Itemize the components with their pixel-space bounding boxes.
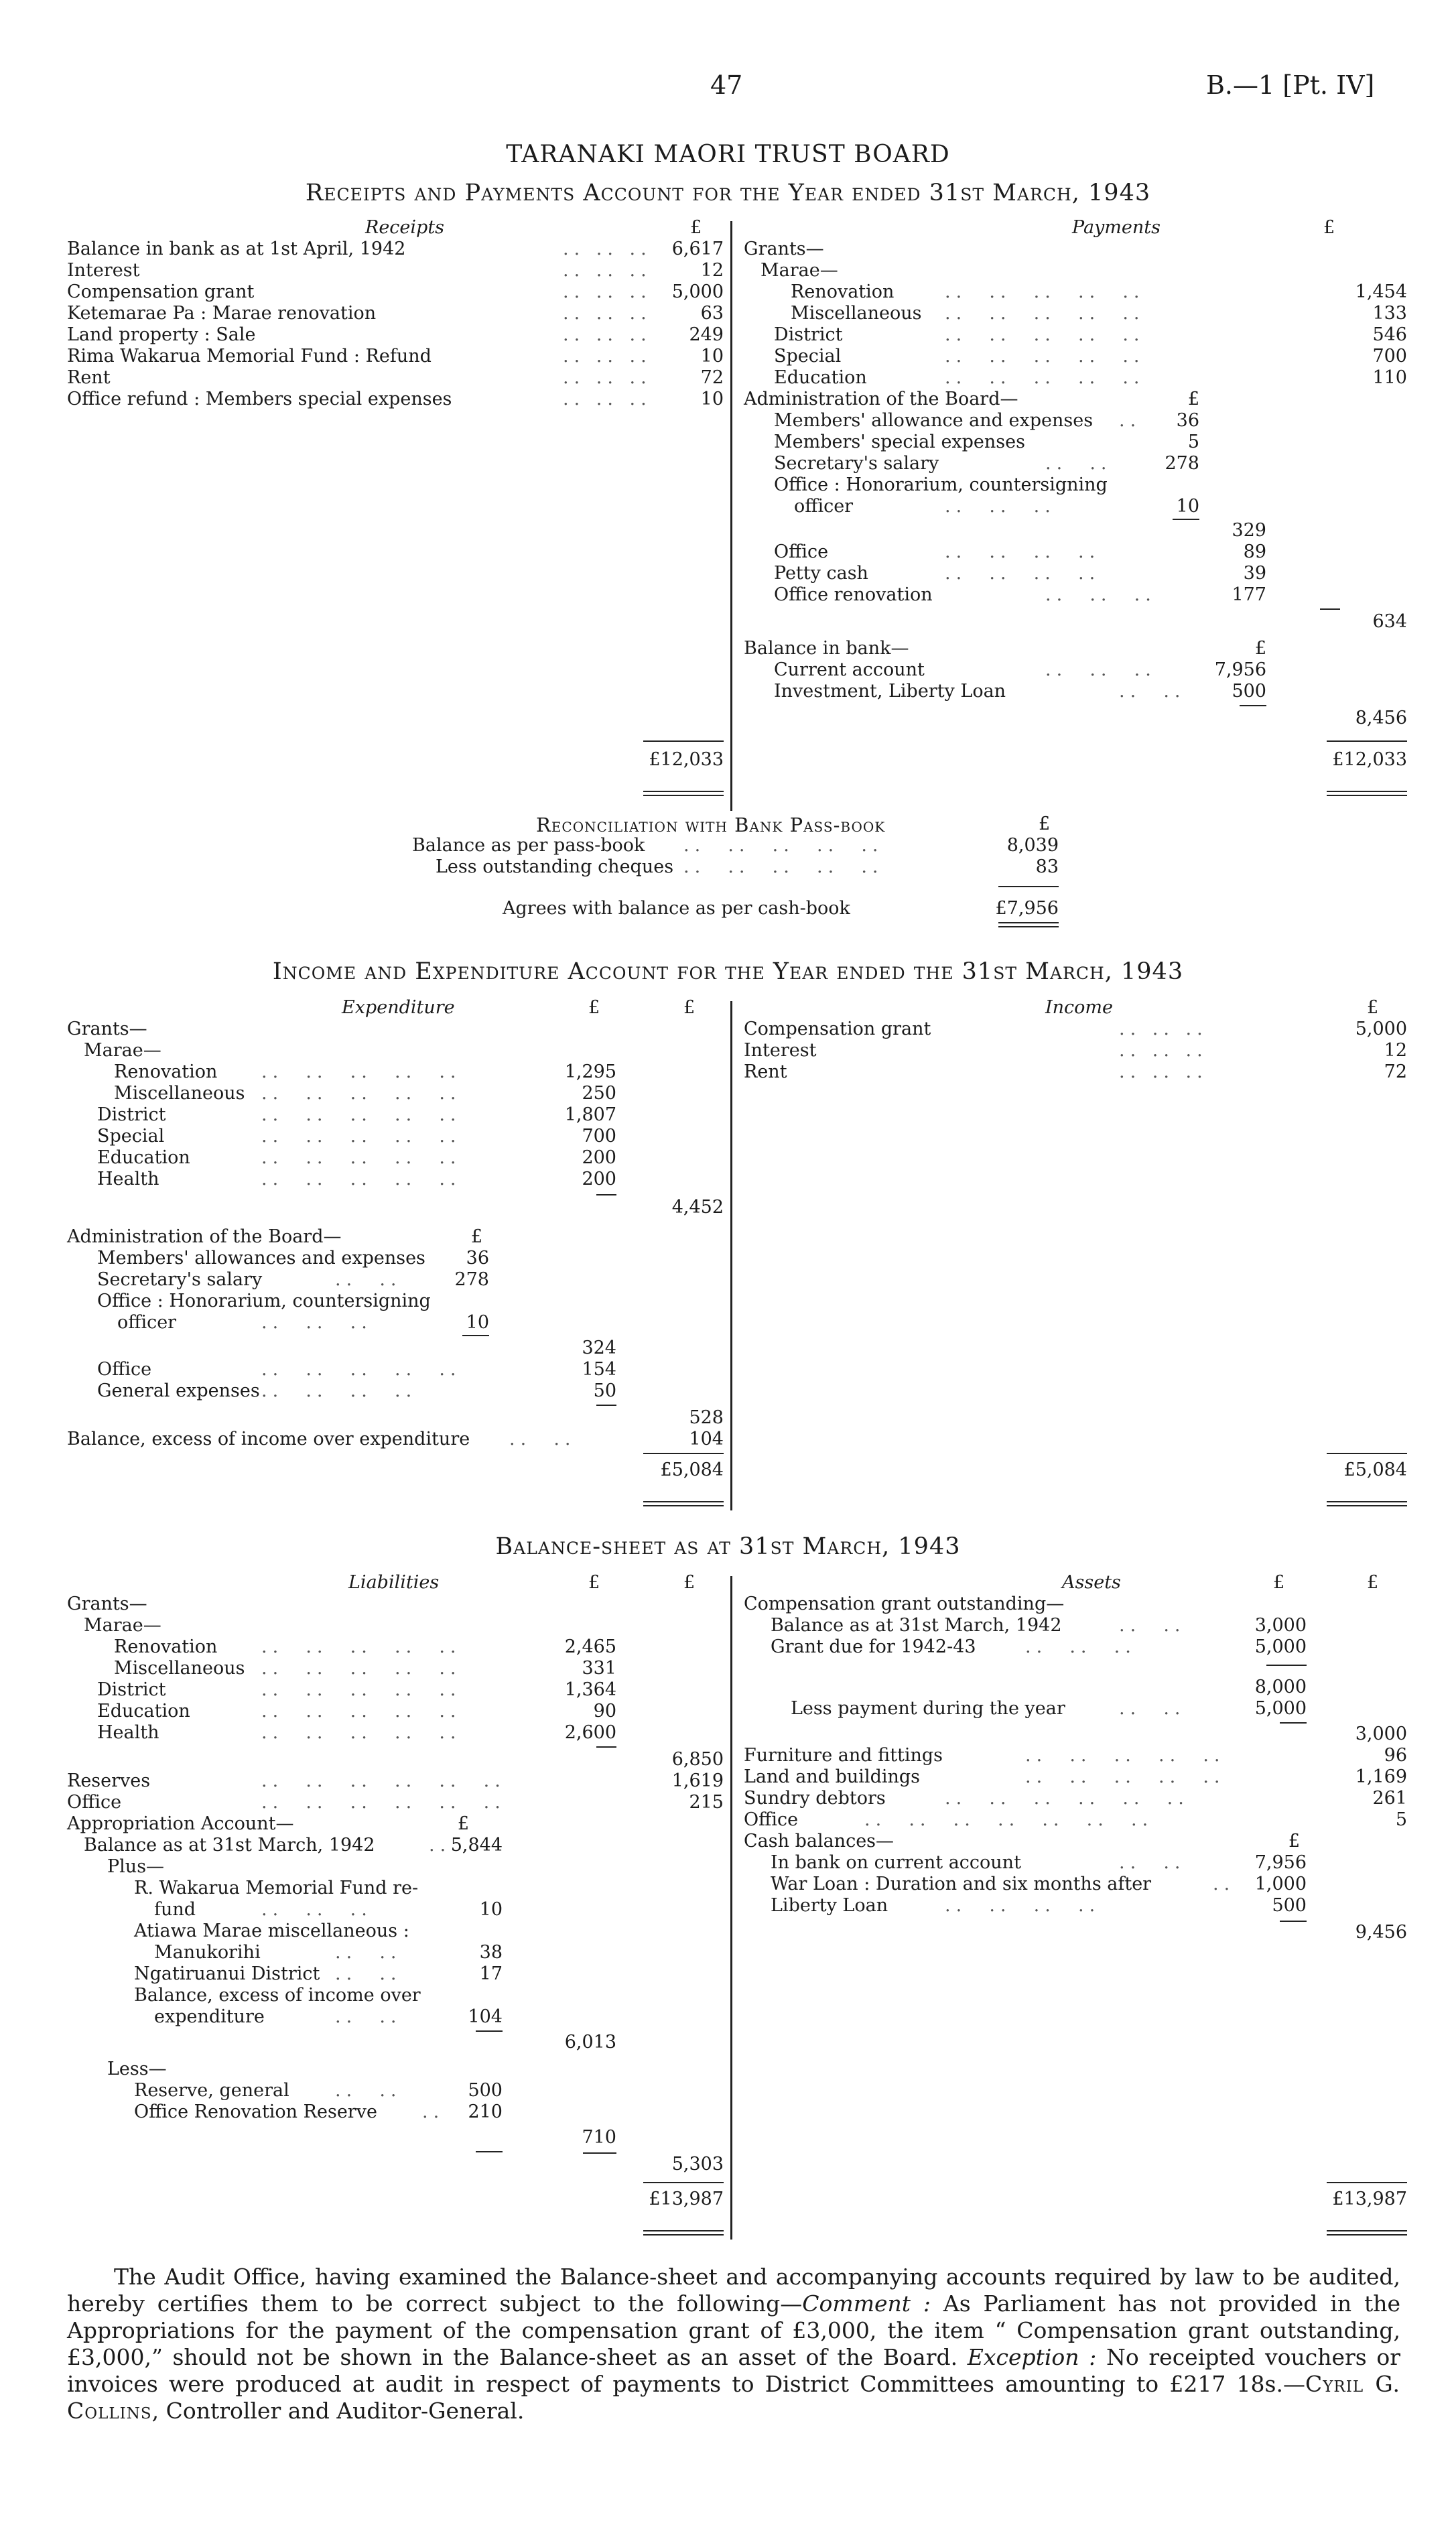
assets-label: Assets <box>1062 1572 1121 1593</box>
pay-grants: Grants— <box>744 239 824 259</box>
bs-atiawa-2: Manukorihi <box>154 1942 261 1963</box>
pay-officer-value: 10 <box>1176 496 1199 517</box>
rule <box>1327 1501 1407 1502</box>
bs-cash-pound: £ <box>1288 1831 1300 1852</box>
assets-pound-1: £ <box>1273 1572 1285 1593</box>
rule <box>1327 791 1407 792</box>
liab-pound-1: £ <box>588 1572 600 1593</box>
ie-general-value: 50 <box>593 1380 616 1401</box>
bs-plus-total: 6,013 <box>564 2032 616 2053</box>
receipt-value: 72 <box>700 367 724 388</box>
rule <box>1327 795 1407 796</box>
bs-comp-total: 3,000 <box>1355 1724 1407 1744</box>
pay-members-allow: Members' allowance and expenses <box>774 410 1094 431</box>
recon-agrees-value: £7,956 <box>995 898 1059 919</box>
ie-admin-subtotal: 324 <box>582 1338 616 1358</box>
rule <box>1327 740 1407 742</box>
receipts-total: £12,033 <box>649 749 724 770</box>
bs-atiawa-1: Atiawa Marae miscellaneous : <box>134 1921 409 1941</box>
pay-petty-value: 39 <box>1243 563 1266 584</box>
pay-renovation-value: 1,454 <box>1355 281 1407 302</box>
income-value: 12 <box>1384 1040 1407 1061</box>
rule <box>1327 2230 1407 2231</box>
pay-officer: officer <box>794 496 854 517</box>
bs-in-bank: In bank on current account <box>771 1852 1021 1873</box>
audit-text-4: , Controller and Auditor-General. <box>151 2398 525 2424</box>
ie-office-value: 154 <box>582 1359 616 1380</box>
bs-education-value: 90 <box>593 1701 616 1722</box>
ie-heading: Income and Expenditure Account for the Year ended the 31st March, 1943 <box>272 958 1184 985</box>
bs-education: Education <box>97 1701 190 1722</box>
ie-admin-total: 528 <box>689 1407 724 1428</box>
ie-balance-value: 104 <box>689 1429 724 1449</box>
rule <box>643 1505 724 1506</box>
ie-officer-value: 10 <box>466 1312 489 1333</box>
receipt-row: Land property : Sale .. .. .. 249 <box>67 324 724 345</box>
ie-special: Special <box>97 1126 165 1147</box>
bs-appropriation: Appropriation Account— <box>67 1813 294 1834</box>
rule <box>643 1453 724 1454</box>
ie-expenditure-total: £5,084 <box>660 1460 724 1480</box>
rule <box>596 1746 616 1748</box>
bs-rwm-value: 10 <box>479 1899 503 1920</box>
bs-bal-exc-1: Balance, excess of income over <box>134 1985 421 2006</box>
ie-secretary: Secretary's salary <box>97 1269 263 1290</box>
bs-office-asset: Office <box>744 1809 799 1830</box>
ie-balance: Balance, excess of income over expenditure <box>67 1429 470 1449</box>
rule <box>643 2234 724 2236</box>
rp-heading: Receipts and Payments Account for the Year ended 31st March, 1943 <box>305 180 1151 206</box>
receipt-label: Office refund : Members special expenses <box>67 389 452 409</box>
bs-renovation-value: 2,465 <box>564 1636 616 1657</box>
ie-health: Health <box>97 1169 159 1189</box>
receipt-value: 10 <box>700 389 724 409</box>
bs-district: District <box>97 1679 166 1700</box>
bs-grant-due-value: 5,000 <box>1254 1636 1307 1657</box>
pay-special: Special <box>774 346 842 367</box>
pay-district: District <box>774 324 843 345</box>
pay-investment-value: 500 <box>1232 681 1266 702</box>
auditor-name: Cyril G. Collins <box>67 2371 1401 2424</box>
bs-grant-due: Grant due for 1942-43 <box>771 1636 976 1657</box>
ie-marae: Marae— <box>84 1040 161 1061</box>
receipt-label: Interest <box>67 260 140 281</box>
recon-outstanding: Less outstanding cheques <box>436 856 674 877</box>
rule <box>1327 1505 1407 1506</box>
bs-less-total: 710 <box>582 2127 616 2148</box>
page-number: 47 <box>710 70 743 100</box>
pay-special-value: 700 <box>1372 346 1407 367</box>
ie-grants: Grants— <box>67 1019 147 1039</box>
pay-bank-pound: £ <box>1254 638 1266 659</box>
pay-education-value: 110 <box>1372 367 1407 388</box>
pay-members-special-value: 5 <box>1187 432 1199 452</box>
bs-atiawa-value: 38 <box>479 1942 503 1963</box>
bs-land: Land and buildings <box>744 1766 921 1787</box>
bs-balance-1942-value: 5,844 <box>450 1835 503 1856</box>
bs-appropriation-pound: £ <box>457 1813 469 1834</box>
ie-education: Education <box>97 1147 190 1168</box>
bs-in-bank-value: 7,956 <box>1254 1852 1307 1873</box>
ie-officer: officer <box>117 1312 177 1333</box>
liabilities-list: Grants— Marae— Renovation .. .. .. .. .. 2,465 Miscellaneous .. .. .. .. .. 331 District .. .. .. .. .. 1,364 Education .. .. .. .. .. 90 Health .. .. .. .. .. 2,600 6,850 Reserves .. .. .. .. .. .. 1,619 Office .. .. .. .. .. .. 215 Appropriation Account— £ Balance as at 31st March, 1942 .. 5,844 Plus— R. Wakarua Memorial Fund re- fund .. .. .. 10 Atiawa Marae miscellaneous : Manukorihi .. .. 38 Ngatiruanui District .. .. 17 Balance, excess of income over expenditure .. .. 104 6,013 Less— Reserve, general .. .. 500 Office Renovation Reserve .. 210 710 5,303 <box>67 1594 724 2175</box>
pay-balance-bank: Balance in bank— <box>744 638 909 659</box>
recon-pass-book-value: 8,039 <box>1006 835 1059 856</box>
bs-district-value: 1,364 <box>564 1679 616 1700</box>
receipts-label: Receipts <box>365 217 445 238</box>
payments-label: Payments <box>1072 217 1161 238</box>
bs-misc: Miscellaneous <box>114 1658 245 1679</box>
ie-misc-value: 250 <box>582 1083 616 1104</box>
receipt-row: Rent .. .. .. 72 <box>67 367 724 388</box>
bs-sum-value: 8,000 <box>1254 1677 1307 1697</box>
pay-office-value: 89 <box>1243 541 1266 562</box>
ie-education-value: 200 <box>582 1147 616 1168</box>
income-label: Income <box>1045 997 1114 1018</box>
payments-pound: £ <box>1323 217 1335 238</box>
receipt-row: Office refund : Members special expenses .. .. .. 10 <box>67 389 724 409</box>
bs-reserves-value: 1,619 <box>671 1770 724 1791</box>
ie-misc: Miscellaneous <box>114 1083 245 1104</box>
receipt-label: Ketemarae Pa : Marae renovation <box>67 303 377 324</box>
bs-liabilities-total: £13,987 <box>649 2189 724 2209</box>
bs-less-payment-value: 5,000 <box>1254 1698 1307 1719</box>
recon-agrees: Agrees with balance as per cash-book <box>503 898 850 919</box>
recon-outstanding-value: 83 <box>1035 856 1059 877</box>
pay-secretary-value: 278 <box>1165 453 1199 474</box>
receipt-label: Rent <box>67 367 111 388</box>
bs-sundry: Sundry debtors <box>744 1788 886 1809</box>
receipt-label: Land property : Sale <box>67 324 256 345</box>
bs-reserve-general: Reserve, general <box>134 2080 289 2101</box>
pay-current: Current account <box>774 659 925 680</box>
pay-district-value: 546 <box>1372 324 1407 345</box>
pay-office-honorarium: Office : Honorarium, countersigning <box>774 474 1108 495</box>
receipt-row: Balance in bank as at 1st April, 1942 .. .. .. 6,617 <box>67 239 724 259</box>
receipt-value: 249 <box>689 324 724 345</box>
assets-list: Compensation grant outstanding— Balance as at 31st March, 1942 .. .. 3,000 Grant due for 1942-43 .. .. .. 5,000 8,000 Less payment during the year .. .. 5,000 3,000 Furniture and fittings .. .. .. .. .. 96 Land and buildings .. .. .. .. .. 1,169 Sundry debtors .. .. .. .. .. .. 261 Office .. .. .. .. .. .. .. 5 Cash balances— £ In bank on current account .. .. 7,956 War Loan : Duration and six months after .. 1,000 Liberty Loan .. .. .. .. 500 9,456 <box>744 1594 1407 1943</box>
exp-pound-1: £ <box>588 997 600 1018</box>
bs-cash-total: 9,456 <box>1355 1922 1407 1943</box>
rule <box>643 791 724 792</box>
pay-admin-subtotal: 329 <box>1232 520 1266 541</box>
pay-education: Education <box>774 367 867 388</box>
rule <box>643 740 724 742</box>
expenditure-label: Expenditure <box>342 997 455 1018</box>
pay-admin-total: 634 <box>1372 611 1407 632</box>
rule <box>643 2230 724 2231</box>
ie-admin: Administration of the Board— <box>67 1226 342 1247</box>
rp-divider <box>730 221 732 811</box>
receipt-value: 5,000 <box>671 281 724 302</box>
bs-balance-1942: Balance as at 31st March, 1942 <box>84 1835 375 1856</box>
rule <box>643 2182 724 2183</box>
income-value: 72 <box>1384 1061 1407 1082</box>
rule <box>1327 1453 1407 1454</box>
rule <box>998 922 1059 923</box>
bs-rwm-1: R. Wakarua Memorial Fund re- <box>134 1878 419 1898</box>
bs-assets-total: £13,987 <box>1332 2189 1407 2209</box>
bs-comp-out: Compensation grant outstanding— <box>744 1594 1065 1614</box>
income-label: Interest <box>744 1040 817 1061</box>
bs-health: Health <box>97 1722 159 1743</box>
bs-misc-value: 331 <box>582 1658 616 1679</box>
pay-misc-value: 133 <box>1372 303 1407 324</box>
recon-pound: £ <box>1039 814 1051 834</box>
pay-office-reno-value: 177 <box>1232 584 1266 605</box>
pay-petty: Petty cash <box>774 563 868 584</box>
receipt-label: Compensation grant <box>67 281 255 302</box>
rule <box>1266 1665 1307 1666</box>
bs-war-loan-value: 1,000 <box>1254 1874 1307 1894</box>
bs-office-asset-value: 5 <box>1395 1809 1407 1830</box>
bs-renovation: Renovation <box>114 1636 218 1657</box>
assets-pound-2: £ <box>1367 1572 1379 1593</box>
audit-text-3: No receipted vouchers or invoices were produced at audit in respect of payments to District Committees amounting to £217 18s.— <box>67 2344 1401 2397</box>
bs-grants: Grants— <box>67 1594 147 1614</box>
recon-pass-book: Balance as per pass-book <box>412 835 645 856</box>
bs-marae: Marae— <box>84 1615 161 1636</box>
rule <box>998 926 1059 927</box>
pay-admin: Administration of the Board— <box>744 389 1018 409</box>
ie-renovation: Renovation <box>114 1061 218 1082</box>
bs-ngati-value: 17 <box>479 1963 503 1984</box>
bs-health-value: 2,600 <box>564 1722 616 1743</box>
pay-bank-total: 8,456 <box>1355 708 1407 728</box>
payments-list: Grants— Marae— Renovation .. .. .. .. .. 1,454 Miscellaneous .. .. .. .. .. 133 District .. .. .. .. .. 546 Special .. .. .. .. .. 700 Education .. .. .. .. .. 110 Administration of the Board— £ Members' allowance and expenses .. 36 Members' special expenses 5 Secretary's salary .. .. 278 Office : Honorarium, countersigning officer .. .. .. 10 329 Office .. .. .. .. 89 Petty cash .. .. .. .. 39 Office renovation .. .. .. 177 634 Balance in bank— £ Current account .. .. .. 7,956 Investment, Liberty Loan .. .. 500 8,456 <box>744 239 1407 728</box>
pay-members-special: Members' special expenses <box>774 432 1025 452</box>
rule <box>1327 2182 1407 2183</box>
rule <box>998 886 1059 887</box>
ie-members-value: 36 <box>466 1248 489 1269</box>
pay-current-value: 7,956 <box>1214 659 1266 680</box>
bs-sundry-value: 261 <box>1372 1788 1407 1809</box>
bs-land-value: 1,169 <box>1355 1766 1407 1787</box>
pay-admin-pound: £ <box>1187 389 1199 409</box>
income-list <box>744 1019 1407 1099</box>
ie-renovation-value: 1,295 <box>564 1061 616 1082</box>
rule <box>643 1501 724 1502</box>
income-label: Compensation grant <box>744 1019 931 1039</box>
bs-reserves: Reserves <box>67 1770 151 1791</box>
expenditure-list: Grants— Marae— Renovation .. .. .. .. .. 1,295 Miscellaneous .. .. .. .. .. 250 District .. .. .. .. .. 1,807 Special .. .. .. .. .. 700 Education .. .. .. .. .. 200 Health .. .. .. .. .. 200 4,452 Administration of the Board— £ Members' allowances and expenses 36 Secretary's salary .. .. 278 Office : Honorarium, countersigning officer .. .. .. 10 324 Office .. .. .. .. .. 154 General expenses .. .. .. .. 50 528 Balance, excess of income over expenditure .. .. 104 <box>67 1019 724 1449</box>
bs-less-payment: Less payment during the year <box>791 1698 1065 1719</box>
receipt-value: 63 <box>700 303 724 324</box>
exp-pound-2: £ <box>683 997 696 1018</box>
rule <box>1240 705 1266 706</box>
ie-general: General expenses <box>97 1380 260 1401</box>
rule <box>643 795 724 796</box>
bs-balance-a: Balance as at 31st March, 1942 <box>771 1615 1062 1636</box>
receipt-value: 10 <box>700 346 724 367</box>
bs-appropriation-total: 5,303 <box>671 2154 724 2175</box>
payments-total: £12,033 <box>1332 749 1407 770</box>
income-row: Compensation grant .. .. .. 5,000 <box>744 1019 1407 1039</box>
bs-heading: Balance-sheet as at 31st March, 1943 <box>495 1533 961 1560</box>
liabilities-label: Liabilities <box>348 1572 440 1593</box>
pay-marae: Marae— <box>760 260 838 281</box>
pay-members-allow-value: 36 <box>1176 410 1199 431</box>
recon-heading: Reconciliation with Bank Pass-book <box>536 814 886 836</box>
bs-divider <box>730 1576 732 2240</box>
income-label: Rent <box>744 1061 787 1082</box>
page-title: TARANAKI MAORI TRUST BOARD <box>506 141 950 168</box>
rule <box>1327 2234 1407 2236</box>
rule <box>596 1405 616 1406</box>
bs-war-loan: War Loan : Duration and six months after <box>771 1874 1152 1894</box>
receipt-label: Balance in bank as at 1st April, 1942 <box>67 239 406 259</box>
ie-divider <box>730 1001 732 1510</box>
bs-liberty: Liberty Loan <box>771 1895 888 1916</box>
bs-rwm-2: fund <box>154 1899 196 1920</box>
pay-investment: Investment, Liberty Loan <box>774 681 1006 702</box>
audit-text-1: The Audit Office, having examined the Balance-sheet and accompanying accounts required by law to be audited, hereby certifies them to be correct subject to the following— <box>67 2264 1400 2317</box>
document-reference: B.—1 [Pt. IV] <box>1206 70 1375 100</box>
pay-renovation: Renovation <box>791 281 895 302</box>
bs-ngati: Ngatiruanui District <box>134 1963 320 1984</box>
income-row: Interest .. .. .. 12 <box>744 1040 1407 1061</box>
pay-office-reno: Office renovation <box>774 584 933 605</box>
rule <box>476 2151 503 2152</box>
rule <box>1320 608 1340 610</box>
bs-plus: Plus— <box>107 1856 165 1877</box>
rule <box>596 1194 616 1195</box>
bs-office-value: 215 <box>689 1792 724 1813</box>
bs-bal-exc-2: expenditure <box>154 2006 265 2027</box>
bs-grants-total: 6,850 <box>671 1749 724 1770</box>
bs-furniture: Furniture and fittings <box>744 1745 943 1766</box>
ie-income-total: £5,084 <box>1343 1460 1407 1480</box>
receipt-label: Rima Wakarua Memorial Fund : Refund <box>67 346 432 367</box>
ie-office-honorarium: Office : Honorarium, countersigning <box>97 1291 431 1311</box>
bs-less: Less— <box>107 2059 167 2079</box>
ie-office: Office <box>97 1359 152 1380</box>
receipt-row: Ketemarae Pa : Marae renovation .. .. .. 63 <box>67 303 724 324</box>
income-value: 5,000 <box>1355 1019 1407 1039</box>
inc-pound: £ <box>1367 997 1379 1018</box>
receipt-row: Interest .. .. .. 12 <box>67 260 724 281</box>
receipts-pound: £ <box>690 217 702 238</box>
pay-misc: Miscellaneous <box>791 303 922 324</box>
ie-district-value: 1,807 <box>564 1104 616 1125</box>
receipt-row: Rima Wakarua Memorial Fund : Refund .. .. .. 10 <box>67 346 724 367</box>
ie-special-value: 700 <box>582 1126 616 1147</box>
ie-health-value: 200 <box>582 1169 616 1189</box>
bs-bal-exc-value: 104 <box>468 2006 503 2027</box>
receipts-list <box>67 239 730 440</box>
bs-office: Office <box>67 1792 122 1813</box>
receipt-row: Compensation grant .. .. .. 5,000 <box>67 281 724 302</box>
receipt-value: 12 <box>700 260 724 281</box>
liab-pound-2: £ <box>683 1572 696 1593</box>
bs-reserve-general-value: 500 <box>468 2080 503 2101</box>
bs-office-reno: Office Renovation Reserve <box>134 2101 377 2122</box>
ie-admin-pound: £ <box>470 1226 482 1247</box>
pay-office: Office <box>774 541 829 562</box>
bs-cash: Cash balances— <box>744 1831 895 1852</box>
ie-grants-total: 4,452 <box>671 1197 724 1218</box>
bs-balance-a-value: 3,000 <box>1254 1615 1307 1636</box>
rule <box>462 1335 489 1336</box>
pay-secretary: Secretary's salary <box>774 453 939 474</box>
ie-secretary-value: 278 <box>454 1269 489 1290</box>
audit-text-2: As Parliament has not provided in the Appropriations for the payment of the compensation grant of £3,000, the item “ Compensation grant outstanding, £3,000,” should not be shown in the Balance-sheet as an asset of the Board. <box>67 2290 1400 2370</box>
income-row: Rent .. .. .. 72 <box>744 1061 1407 1082</box>
ie-members: Members' allowances and expenses <box>97 1248 425 1269</box>
bs-office-reno-value: 210 <box>468 2101 503 2122</box>
ie-district: District <box>97 1104 166 1125</box>
comment-label: Comment : <box>802 2290 931 2317</box>
receipt-value: 6,617 <box>671 239 724 259</box>
audit-certificate <box>67 2264 1400 2424</box>
exception-label: Exception : <box>967 2344 1097 2370</box>
bs-liberty-value: 500 <box>1272 1895 1307 1916</box>
bs-furniture-value: 96 <box>1384 1745 1407 1766</box>
